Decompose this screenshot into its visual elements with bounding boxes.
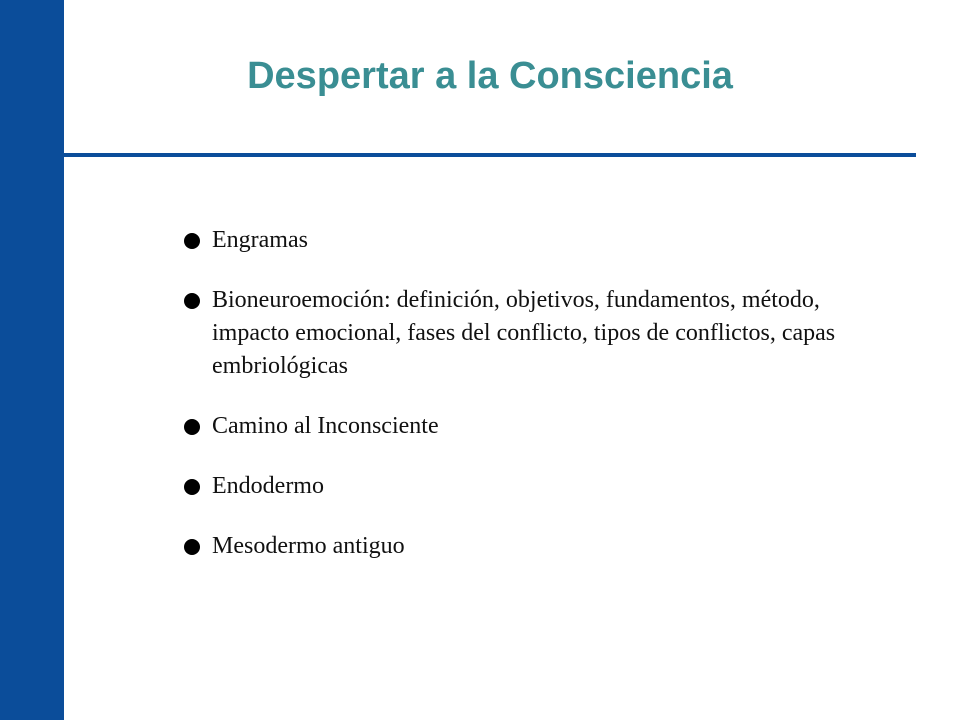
bullet-item: [184, 284, 844, 383]
bullet-item: [184, 224, 844, 257]
bullet-dot-icon: [184, 479, 200, 495]
bullet-dot-icon: [184, 419, 200, 435]
slide-title: Despertar a la Consciencia: [247, 55, 733, 97]
bullet-item: [184, 470, 844, 503]
bullet-list: [184, 224, 844, 590]
bullet-dot-icon: [184, 293, 200, 309]
bullet-text: Engramas: [212, 227, 308, 253]
bullet-dot-icon: [184, 233, 200, 249]
bullet-text: Camino al Inconsciente: [212, 413, 439, 439]
title-divider: [64, 153, 916, 157]
left-accent-bar: [0, 0, 64, 720]
bullet-text: Endodermo: [212, 473, 324, 499]
bullet-text: Bioneuroemoción: definición, objetivos, fundamentos, método, impacto emocional, fases del conflicto, tipos de conflictos, capas embriológicas: [212, 287, 836, 379]
bullet-text: Mesodermo antiguo: [212, 533, 405, 559]
bullet-item: [184, 530, 844, 563]
bullet-dot-icon: [184, 539, 200, 555]
bullet-item: [184, 410, 844, 443]
